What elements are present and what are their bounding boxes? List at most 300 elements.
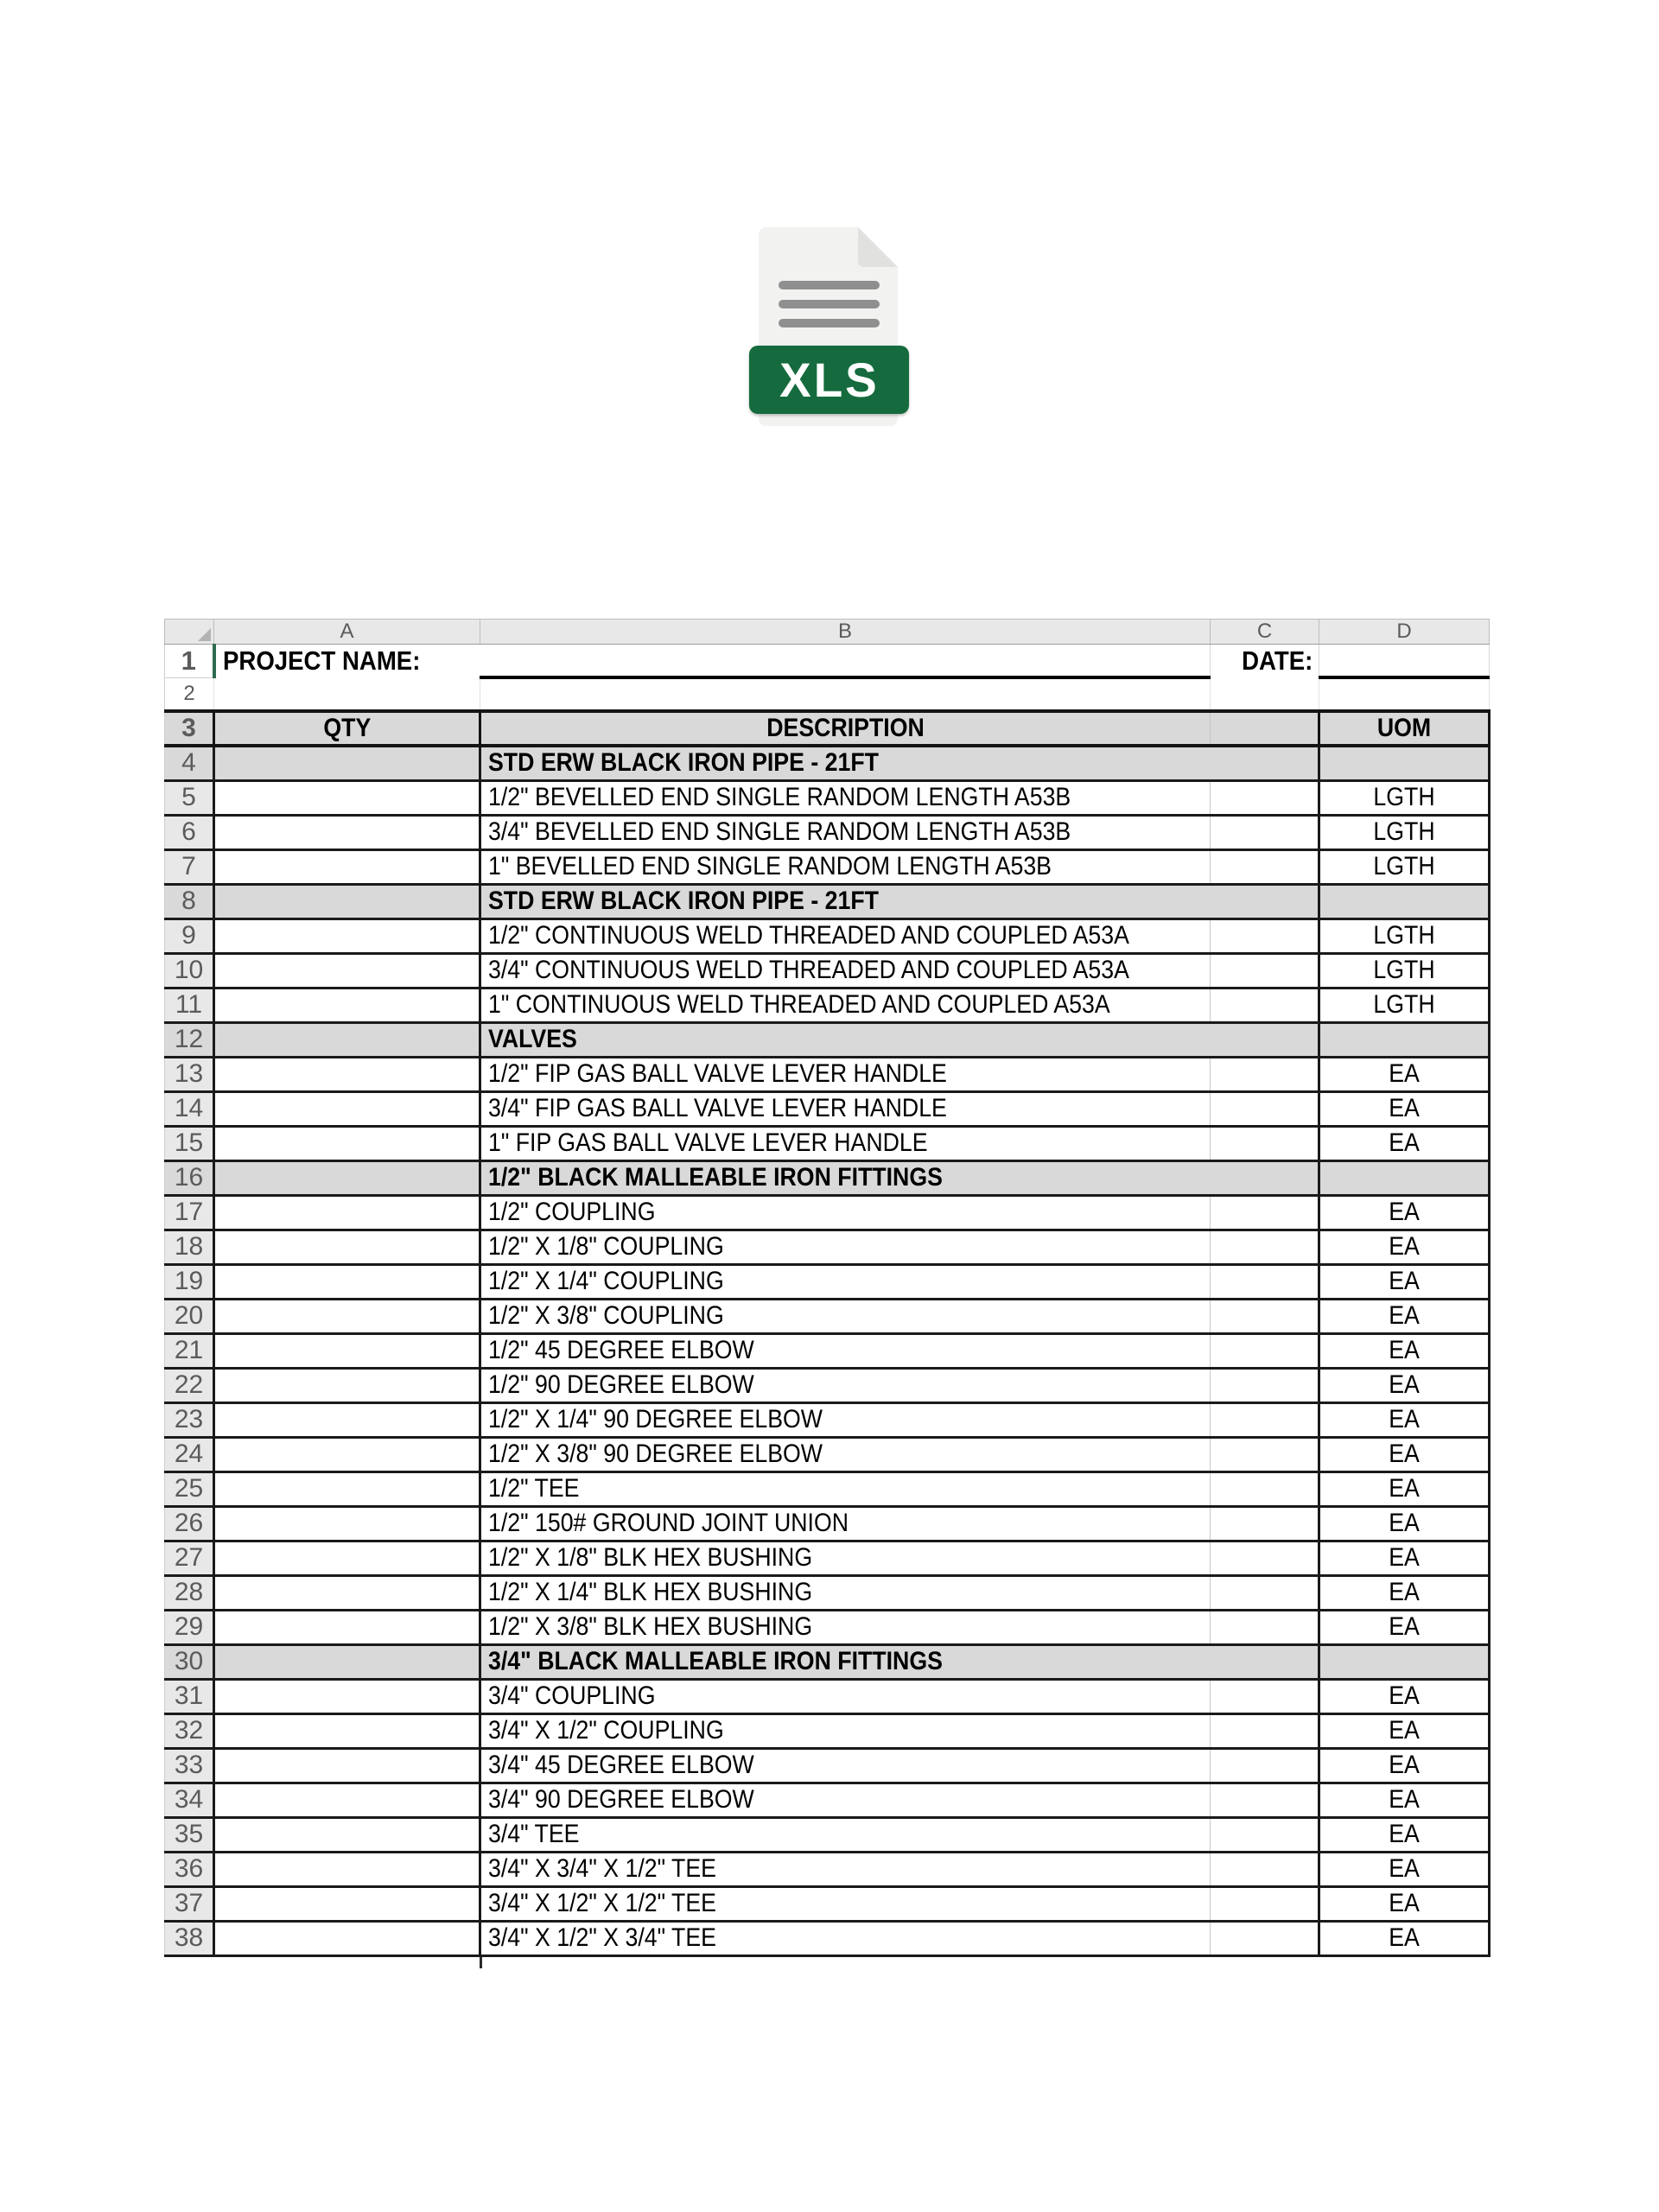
table-row [165, 780, 1490, 815]
spacer-cell[interactable] [1211, 918, 1319, 953]
description-cell-text: 1" BEVELLED END SINGLE RANDOM LENGTH A53B [488, 852, 1052, 880]
section-header-cell-text: 1/2" BLACK MALLEABLE IRON FITTINGS [488, 1163, 943, 1192]
uom-cell[interactable] [1319, 815, 1490, 849]
row-number[interactable]: 35 [165, 1817, 214, 1852]
empty-cell[interactable] [1319, 677, 1490, 711]
uom-cell-text: EA [1389, 1854, 1420, 1883]
table-row [165, 1160, 1490, 1195]
row-number[interactable]: 15 [165, 1126, 214, 1160]
sheet-grid [164, 619, 1491, 1957]
row-number[interactable]: 18 [165, 1230, 214, 1264]
column-header-row [165, 620, 1490, 645]
partial-gridline [480, 1957, 482, 1968]
row-number[interactable]: 17 [165, 1195, 214, 1230]
description-cell-text: 1/2" COUPLING [488, 1198, 656, 1226]
uom-cell-text: EA [1389, 1681, 1420, 1710]
qty-cell[interactable] [214, 1091, 480, 1126]
qty-cell[interactable] [214, 1195, 480, 1230]
qty-cell[interactable] [214, 1713, 480, 1748]
section-header-cell[interactable] [480, 1644, 1319, 1679]
spacer-cell[interactable] [1211, 1541, 1319, 1575]
qty-cell[interactable] [214, 1644, 480, 1679]
spacer-cell[interactable] [1211, 1713, 1319, 1748]
table-row [165, 1644, 1490, 1679]
uom-cell[interactable] [1319, 1886, 1490, 1921]
cell-b1-project-value[interactable] [480, 645, 1211, 678]
spacer-cell[interactable] [1211, 815, 1319, 849]
qty-cell[interactable] [214, 1437, 480, 1471]
uom-cell[interactable] [1319, 953, 1490, 988]
table-header-row [165, 711, 1490, 746]
row-number[interactable]: 31 [165, 1679, 214, 1713]
row-number[interactable]: 6 [165, 815, 214, 849]
description-cell-text: 1" CONTINUOUS WELD THREADED AND COUPLED A53A [488, 990, 1110, 1019]
description-cell-text: 1/2" X 1/4" 90 DEGREE ELBOW [488, 1405, 823, 1433]
section-header-cell[interactable] [480, 1022, 1319, 1057]
table-row [165, 1091, 1490, 1126]
qty-cell[interactable] [214, 1886, 480, 1921]
empty-cell[interactable] [1211, 677, 1319, 711]
spacer-cell[interactable] [1211, 1299, 1319, 1333]
qty-cell[interactable] [214, 1610, 480, 1644]
folded-corner-icon [858, 227, 898, 267]
qty-cell[interactable] [214, 1471, 480, 1506]
table-row [165, 1230, 1490, 1264]
uom-cell[interactable] [1319, 1230, 1490, 1264]
qty-cell[interactable] [214, 1160, 480, 1195]
table-row [165, 1541, 1490, 1575]
uom-cell-text: EA [1389, 1820, 1420, 1848]
spacer-cell[interactable] [1211, 1575, 1319, 1610]
table-row [165, 1852, 1490, 1886]
spacer-cell[interactable] [1211, 1886, 1319, 1921]
description-cell[interactable] [480, 953, 1211, 988]
qty-cell[interactable] [214, 746, 480, 780]
spacer-cell[interactable] [1211, 1402, 1319, 1437]
uom-cell-text: LGTH [1373, 956, 1435, 984]
uom-cell[interactable] [1319, 1299, 1490, 1333]
uom-cell-text: EA [1389, 1474, 1420, 1503]
table-row [165, 988, 1490, 1022]
table-row [165, 1713, 1490, 1748]
description-cell[interactable] [480, 1299, 1211, 1333]
description-cell[interactable] [480, 1610, 1211, 1644]
row-number[interactable]: 9 [165, 918, 214, 953]
description-cell[interactable] [480, 918, 1211, 953]
description-cell-text: 1/2" 45 DEGREE ELBOW [488, 1336, 754, 1364]
column-header-c[interactable]: C [1211, 620, 1319, 645]
uom-cell[interactable] [1319, 1748, 1490, 1783]
column-header-b[interactable]: B [480, 620, 1211, 645]
uom-cell-text: LGTH [1373, 852, 1435, 880]
column-header-d[interactable]: D [1319, 620, 1490, 645]
uom-cell[interactable] [1319, 780, 1490, 815]
table-row [165, 1057, 1490, 1091]
row-number[interactable]: 23 [165, 1402, 214, 1437]
description-cell[interactable] [480, 1886, 1211, 1921]
description-cell[interactable] [480, 1057, 1211, 1091]
description-cell-text: 1/2" X 1/4" COUPLING [488, 1267, 724, 1295]
description-cell[interactable] [480, 1817, 1211, 1852]
uom-cell[interactable] [1319, 1783, 1490, 1817]
spacer-cell[interactable] [1211, 1748, 1319, 1783]
document-text-line [779, 281, 880, 289]
table-row [165, 1264, 1490, 1299]
uom-cell-text: LGTH [1373, 990, 1435, 1019]
description-cell[interactable] [480, 1852, 1211, 1886]
description-cell[interactable] [480, 1091, 1211, 1126]
description-cell[interactable] [480, 1783, 1211, 1817]
spreadsheet [164, 619, 1491, 1957]
uom-cell[interactable] [1319, 988, 1490, 1022]
table-row [165, 1299, 1490, 1333]
qty-cell[interactable] [214, 988, 480, 1022]
uom-cell[interactable] [1319, 1091, 1490, 1126]
uom-cell[interactable] [1319, 1022, 1490, 1057]
section-header-cell-text: VALVES [488, 1025, 577, 1053]
description-cell[interactable] [480, 1506, 1211, 1541]
table-row [165, 1368, 1490, 1402]
spacer-cell[interactable] [1211, 953, 1319, 988]
row-number[interactable]: 20 [165, 1299, 214, 1333]
uom-cell[interactable] [1319, 849, 1490, 884]
uom-cell-text: EA [1389, 1612, 1420, 1641]
description-header-label: DESCRIPTION [766, 714, 925, 742]
qty-cell[interactable] [214, 1368, 480, 1402]
spacer-cell[interactable] [1211, 1783, 1319, 1817]
uom-cell[interactable] [1319, 1333, 1490, 1368]
xls-file-icon[interactable] [749, 227, 909, 426]
uom-cell[interactable] [1319, 918, 1490, 953]
description-cell[interactable] [480, 1195, 1211, 1230]
description-cell-text: 3/4" FIP GAS BALL VALVE LEVER HANDLE [488, 1094, 947, 1122]
description-cell-text: 3/4" BEVELLED END SINGLE RANDOM LENGTH A53B [488, 817, 1071, 846]
spacer-cell[interactable] [1211, 1610, 1319, 1644]
uom-cell[interactable] [1319, 1506, 1490, 1541]
uom-cell[interactable] [1319, 1575, 1490, 1610]
description-cell-text: 3/4" X 1/2" X 1/2" TEE [488, 1889, 716, 1917]
uom-cell-text: EA [1389, 1716, 1420, 1745]
uom-cell-text: EA [1389, 1198, 1420, 1226]
table-row [165, 677, 1490, 711]
qty-cell[interactable] [214, 1748, 480, 1783]
uom-cell-text: EA [1389, 1923, 1420, 1952]
uom-cell[interactable] [1319, 1852, 1490, 1886]
uom-cell-text: LGTH [1373, 783, 1435, 811]
description-cell-text: 1/2" BEVELLED END SINGLE RANDOM LENGTH A53B [488, 783, 1071, 811]
header-spacer[interactable] [1211, 711, 1319, 746]
row-number[interactable]: 30 [165, 1644, 214, 1679]
uom-cell-text: EA [1389, 1267, 1420, 1295]
description-cell[interactable] [480, 1437, 1211, 1471]
spacer-cell[interactable] [1211, 1817, 1319, 1852]
table-row [165, 1610, 1490, 1644]
uom-cell-text: EA [1389, 1336, 1420, 1364]
table-row [165, 1506, 1490, 1541]
uom-cell[interactable] [1319, 1195, 1490, 1230]
qty-cell[interactable] [214, 1299, 480, 1333]
qty-cell[interactable] [214, 1333, 480, 1368]
section-header-cell[interactable] [480, 1160, 1319, 1195]
description-cell[interactable] [480, 815, 1211, 849]
description-cell[interactable] [480, 1230, 1211, 1264]
row-number[interactable]: 36 [165, 1852, 214, 1886]
spacer-cell[interactable] [1211, 1506, 1319, 1541]
description-cell-text: 3/4" TEE [488, 1820, 580, 1848]
qty-cell[interactable] [214, 1921, 480, 1955]
uom-cell-text: EA [1389, 1889, 1420, 1917]
uom-cell-text: EA [1389, 1405, 1420, 1433]
qty-cell[interactable] [214, 918, 480, 953]
spacer-cell[interactable] [1211, 1471, 1319, 1506]
uom-cell-text: EA [1389, 1578, 1420, 1606]
uom-cell[interactable] [1319, 1160, 1490, 1195]
spacer-cell[interactable] [1211, 1852, 1319, 1886]
cell-d1-date-value[interactable] [1319, 645, 1490, 678]
uom-cell[interactable] [1319, 1610, 1490, 1644]
qty-cell[interactable] [214, 1264, 480, 1299]
description-cell[interactable] [480, 1921, 1211, 1955]
header-uom[interactable] [1319, 711, 1490, 746]
uom-cell-text: EA [1389, 1094, 1420, 1122]
description-cell-text: 1/2" X 1/8" BLK HEX BUSHING [488, 1543, 813, 1572]
qty-cell[interactable] [214, 1230, 480, 1264]
qty-cell[interactable] [214, 884, 480, 918]
uom-cell[interactable] [1319, 1402, 1490, 1437]
description-cell-text: 1/2" FIP GAS BALL VALVE LEVER HANDLE [488, 1059, 947, 1088]
row-number[interactable]: 4 [165, 746, 214, 780]
row-number[interactable]: 10 [165, 953, 214, 988]
document-text-line [779, 300, 880, 308]
qty-header-label: QTY [323, 714, 371, 742]
empty-cell[interactable] [214, 677, 480, 711]
qty-cell[interactable] [214, 849, 480, 884]
spacer-cell[interactable] [1211, 1264, 1319, 1299]
spacer-cell[interactable] [1211, 1333, 1319, 1368]
qty-cell[interactable] [214, 815, 480, 849]
uom-cell[interactable] [1319, 1679, 1490, 1713]
table-row [165, 884, 1490, 918]
spacer-cell[interactable] [1211, 1091, 1319, 1126]
table-row [165, 1748, 1490, 1783]
row-number[interactable]: 33 [165, 1748, 214, 1783]
row-number[interactable]: 19 [165, 1264, 214, 1299]
description-cell-text: 1/2" X 3/8" BLK HEX BUSHING [488, 1612, 813, 1641]
cell-a1-project-label[interactable] [214, 645, 480, 678]
spacer-cell[interactable] [1211, 1679, 1319, 1713]
description-cell-text: 3/4" COUPLING [488, 1681, 656, 1710]
row-number[interactable]: 1 [165, 645, 214, 678]
qty-cell[interactable] [214, 1506, 480, 1541]
qty-cell[interactable] [214, 1817, 480, 1852]
select-all-corner[interactable] [165, 620, 214, 645]
section-header-cell-text: STD ERW BLACK IRON PIPE - 21FT [488, 748, 879, 778]
spacer-cell[interactable] [1211, 849, 1319, 884]
description-cell[interactable] [480, 1471, 1211, 1506]
row-number[interactable]: 5 [165, 780, 214, 815]
xls-badge-label: XLS [779, 352, 880, 407]
row-number[interactable]: 27 [165, 1541, 214, 1575]
section-header-cell[interactable] [480, 884, 1319, 918]
uom-cell-text: EA [1389, 1785, 1420, 1814]
spacer-cell[interactable] [1211, 1368, 1319, 1402]
description-cell[interactable] [480, 849, 1211, 884]
qty-cell[interactable] [214, 1852, 480, 1886]
table-row [165, 1471, 1490, 1506]
qty-cell[interactable] [214, 1679, 480, 1713]
uom-cell-text: LGTH [1373, 817, 1435, 846]
spacer-cell[interactable] [1211, 1057, 1319, 1091]
header-qty[interactable] [214, 711, 480, 746]
description-cell[interactable] [480, 1541, 1211, 1575]
section-header-cell-text: STD ERW BLACK IRON PIPE - 21FT [488, 887, 879, 915]
qty-cell[interactable] [214, 1541, 480, 1575]
xls-badge [749, 346, 909, 414]
uom-cell-text: EA [1389, 1301, 1420, 1330]
document-text-line [779, 319, 880, 327]
description-cell-text: 1/2" 90 DEGREE ELBOW [488, 1370, 754, 1399]
header-description[interactable] [480, 711, 1211, 746]
row-number[interactable]: 7 [165, 849, 214, 884]
table-row [165, 1817, 1490, 1852]
qty-cell[interactable] [214, 1126, 480, 1160]
row-number[interactable]: 16 [165, 1160, 214, 1195]
spacer-cell[interactable] [1211, 1921, 1319, 1955]
uom-cell-text: EA [1389, 1370, 1420, 1399]
table-row [165, 1333, 1490, 1368]
uom-cell[interactable] [1319, 1921, 1490, 1955]
description-cell[interactable] [480, 1575, 1211, 1610]
description-cell[interactable] [480, 1333, 1211, 1368]
uom-cell[interactable] [1319, 1368, 1490, 1402]
table-row [165, 746, 1490, 780]
description-cell[interactable] [480, 1679, 1211, 1713]
qty-cell[interactable] [214, 953, 480, 988]
qty-cell[interactable] [214, 1575, 480, 1610]
spacer-cell[interactable] [1211, 988, 1319, 1022]
description-cell-text: 1/2" X 3/8" COUPLING [488, 1301, 724, 1330]
uom-cell[interactable] [1319, 1126, 1490, 1160]
table-row [165, 1402, 1490, 1437]
uom-cell[interactable] [1319, 746, 1490, 780]
uom-cell-text: EA [1389, 1543, 1420, 1572]
spacer-cell[interactable] [1211, 780, 1319, 815]
uom-cell[interactable] [1319, 1471, 1490, 1506]
description-cell[interactable] [480, 1368, 1211, 1402]
description-cell-text: 3/4" X 3/4" X 1/2" TEE [488, 1854, 716, 1883]
row-number[interactable]: 3 [165, 711, 214, 746]
spacer-cell[interactable] [1211, 1437, 1319, 1471]
section-header-cell[interactable] [480, 746, 1319, 780]
column-header-a[interactable]: A [214, 620, 480, 645]
qty-cell[interactable] [214, 1022, 480, 1057]
row-number[interactable]: 21 [165, 1333, 214, 1368]
description-cell-text: 1/2" CONTINUOUS WELD THREADED AND COUPLED A53A [488, 921, 1129, 950]
table-row [165, 1679, 1490, 1713]
section-header-cell-text: 3/4" BLACK MALLEABLE IRON FITTINGS [488, 1647, 943, 1675]
project-name-label: PROJECT NAME: [222, 645, 420, 676]
uom-cell[interactable] [1319, 1817, 1490, 1852]
description-cell[interactable] [480, 988, 1211, 1022]
empty-cell[interactable] [480, 677, 1211, 711]
uom-cell-text: LGTH [1373, 921, 1435, 950]
table-row [165, 1022, 1490, 1057]
uom-header-label: UOM [1376, 714, 1432, 742]
description-cell[interactable] [480, 1402, 1211, 1437]
description-cell[interactable] [480, 1748, 1211, 1783]
description-cell[interactable] [480, 1264, 1211, 1299]
uom-cell[interactable] [1319, 1057, 1490, 1091]
qty-cell[interactable] [214, 780, 480, 815]
uom-cell[interactable] [1319, 1644, 1490, 1679]
uom-cell[interactable] [1319, 1437, 1490, 1471]
row-number[interactable]: 24 [165, 1437, 214, 1471]
table-row [165, 849, 1490, 884]
uom-cell[interactable] [1319, 884, 1490, 918]
row-number[interactable]: 8 [165, 884, 214, 918]
table-row [165, 1126, 1490, 1160]
qty-cell[interactable] [214, 1783, 480, 1817]
uom-cell[interactable] [1319, 1264, 1490, 1299]
uom-cell-text: EA [1389, 1509, 1420, 1537]
description-cell-text: 3/4" 90 DEGREE ELBOW [488, 1785, 754, 1814]
description-cell-text: 3/4" CONTINUOUS WELD THREADED AND COUPLED A53A [488, 956, 1129, 984]
description-cell-text: 1" FIP GAS BALL VALVE LEVER HANDLE [488, 1128, 928, 1157]
qty-cell[interactable] [214, 1402, 480, 1437]
table-row [165, 815, 1490, 849]
uom-cell-text: EA [1389, 1059, 1420, 1088]
row-number[interactable]: 25 [165, 1471, 214, 1506]
row-number[interactable]: 29 [165, 1610, 214, 1644]
row-number[interactable]: 34 [165, 1783, 214, 1817]
table-row [165, 1886, 1490, 1921]
table-row [165, 1195, 1490, 1230]
uom-cell-text: EA [1389, 1751, 1420, 1779]
spacer-cell[interactable] [1211, 1195, 1319, 1230]
row-number[interactable]: 32 [165, 1713, 214, 1748]
table-row [165, 953, 1490, 988]
row-number[interactable]: 11 [165, 988, 214, 1022]
description-cell[interactable] [480, 780, 1211, 815]
row-number[interactable]: 12 [165, 1022, 214, 1057]
cell-c1-date-label[interactable] [1211, 645, 1319, 678]
row-number[interactable]: 37 [165, 1886, 214, 1921]
description-cell-text: 1/2" X 1/8" COUPLING [488, 1232, 724, 1261]
uom-cell-text: EA [1389, 1232, 1420, 1261]
description-cell-text: 3/4" X 1/2" COUPLING [488, 1716, 724, 1745]
uom-cell-text: EA [1389, 1128, 1420, 1157]
row-number[interactable]: 14 [165, 1091, 214, 1126]
spacer-cell[interactable] [1211, 1126, 1319, 1160]
description-cell[interactable] [480, 1126, 1211, 1160]
uom-cell-text: EA [1389, 1440, 1420, 1468]
description-cell[interactable] [480, 1713, 1211, 1748]
row-number[interactable]: 13 [165, 1057, 214, 1091]
table-row [165, 918, 1490, 953]
row-number[interactable]: 22 [165, 1368, 214, 1402]
description-cell-text: 1/2" X 3/8" 90 DEGREE ELBOW [488, 1440, 823, 1468]
description-cell-text: 1/2" TEE [488, 1474, 580, 1503]
spacer-cell[interactable] [1211, 1230, 1319, 1264]
table-row [165, 1921, 1490, 1955]
qty-cell[interactable] [214, 1057, 480, 1091]
row-number[interactable]: 2 [165, 677, 214, 711]
row-number[interactable]: 26 [165, 1506, 214, 1541]
uom-cell[interactable] [1319, 1713, 1490, 1748]
uom-cell[interactable] [1319, 1541, 1490, 1575]
row-number[interactable]: 28 [165, 1575, 214, 1610]
row-number[interactable]: 38 [165, 1921, 214, 1955]
